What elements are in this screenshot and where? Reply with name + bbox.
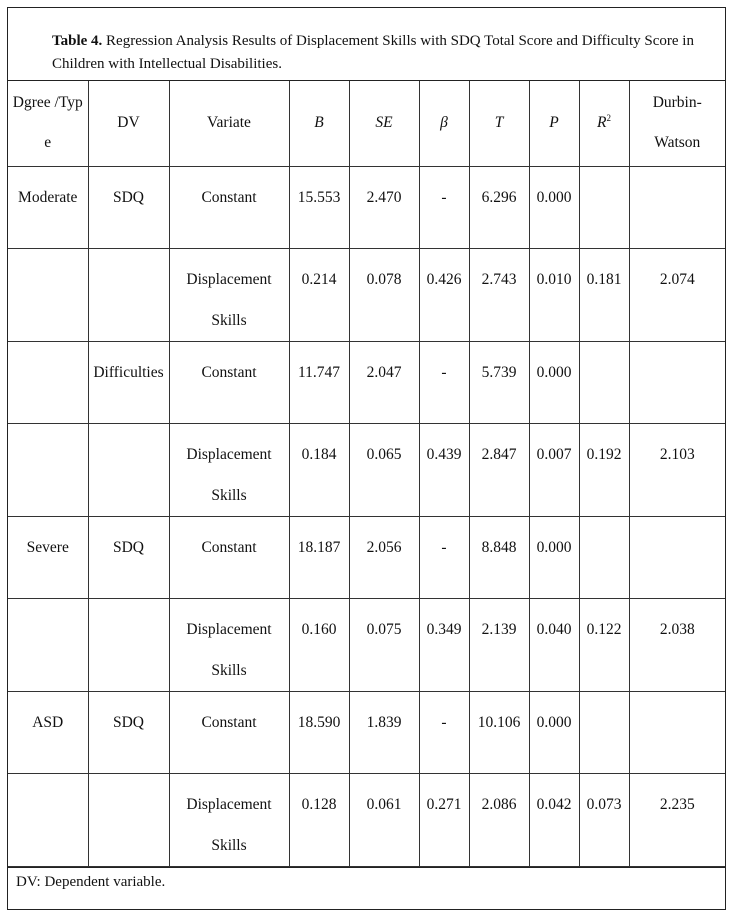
cell-se: 2.056	[349, 516, 419, 598]
cell-p: 0.010	[529, 248, 579, 341]
header-beta: β	[419, 81, 469, 166]
cell-r2	[579, 166, 629, 248]
cell-dv	[88, 423, 169, 516]
cell-dv: SDQ	[88, 516, 169, 598]
cell-beta: -	[419, 691, 469, 773]
cell-p: 0.040	[529, 598, 579, 691]
cell-variate: Constant	[169, 516, 289, 598]
cell-degree: Severe	[8, 516, 88, 598]
header-p: P	[529, 81, 579, 166]
table-row	[8, 248, 725, 341]
header-dv: DV	[88, 81, 169, 166]
cell-beta: 0.349	[419, 598, 469, 691]
cell-t: 8.848	[469, 516, 529, 598]
table-row	[8, 598, 725, 691]
cell-r2	[579, 341, 629, 423]
cell-dv: Difficulties	[88, 341, 169, 423]
cell-degree	[8, 598, 88, 691]
header-durbin-watson: Durbin-Watson	[629, 81, 725, 166]
cell-durbin-watson: 2.103	[629, 423, 725, 516]
cell-t: 2.743	[469, 248, 529, 341]
cell-t: 5.739	[469, 341, 529, 423]
cell-se: 0.075	[349, 598, 419, 691]
cell-t: 6.296	[469, 166, 529, 248]
cell-r2: 0.122	[579, 598, 629, 691]
cell-beta: 0.271	[419, 773, 469, 866]
cell-durbin-watson	[629, 341, 725, 423]
cell-p: 0.000	[529, 691, 579, 773]
cell-se: 1.839	[349, 691, 419, 773]
cell-b: 15.553	[289, 166, 349, 248]
cell-beta: -	[419, 516, 469, 598]
header-degree: Dgree /Type	[8, 81, 88, 166]
header-t: T	[469, 81, 529, 166]
cell-t: 2.847	[469, 423, 529, 516]
table-frame	[7, 7, 726, 910]
cell-t: 2.086	[469, 773, 529, 866]
regression-table	[8, 81, 725, 867]
cell-se: 0.061	[349, 773, 419, 866]
header-row	[8, 81, 725, 166]
cell-p: 0.000	[529, 166, 579, 248]
cell-t: 10.106	[469, 691, 529, 773]
cell-r2	[579, 516, 629, 598]
cell-variate: Displacement Skills	[169, 773, 289, 866]
cell-durbin-watson	[629, 166, 725, 248]
cell-durbin-watson: 2.235	[629, 773, 725, 866]
cell-degree	[8, 423, 88, 516]
cell-degree: ASD	[8, 691, 88, 773]
cell-variate: Displacement Skills	[169, 423, 289, 516]
r2-superscript: 2	[606, 113, 611, 124]
cell-b: 0.128	[289, 773, 349, 866]
cell-degree: Moderate	[8, 166, 88, 248]
cell-degree	[8, 773, 88, 866]
cell-degree	[8, 248, 88, 341]
header-variate: Variate	[169, 81, 289, 166]
cell-beta: -	[419, 166, 469, 248]
cell-se: 2.047	[349, 341, 419, 423]
cell-degree	[8, 341, 88, 423]
cell-p: 0.042	[529, 773, 579, 866]
cell-r2: 0.073	[579, 773, 629, 866]
caption-text: Regression Analysis Results of Displacement Skills with SDQ Total Score and Difficulty Score in Children with Intellectual Disabilities.	[52, 33, 694, 72]
cell-se: 0.078	[349, 248, 419, 341]
cell-durbin-watson: 2.074	[629, 248, 725, 341]
cell-dv: SDQ	[88, 691, 169, 773]
table-row	[8, 773, 725, 866]
cell-t: 2.139	[469, 598, 529, 691]
cell-dv	[88, 598, 169, 691]
cell-r2: 0.181	[579, 248, 629, 341]
cell-b: 0.214	[289, 248, 349, 341]
cell-variate: Constant	[169, 691, 289, 773]
cell-b: 0.160	[289, 598, 349, 691]
table-row	[8, 691, 725, 773]
header-b: B	[289, 81, 349, 166]
r2-base: R	[597, 114, 607, 132]
header-r2	[579, 81, 629, 166]
table-row	[8, 166, 725, 248]
table-row	[8, 341, 725, 423]
cell-p: 0.007	[529, 423, 579, 516]
cell-se: 2.470	[349, 166, 419, 248]
cell-durbin-watson	[629, 691, 725, 773]
table-row	[8, 423, 725, 516]
cell-r2: 0.192	[579, 423, 629, 516]
cell-beta: 0.426	[419, 248, 469, 341]
cell-b: 0.184	[289, 423, 349, 516]
cell-b: 11.747	[289, 341, 349, 423]
caption-label: Table 4.	[52, 33, 103, 49]
table-row	[8, 516, 725, 598]
header-se: SE	[349, 81, 419, 166]
cell-p: 0.000	[529, 516, 579, 598]
cell-beta: 0.439	[419, 423, 469, 516]
cell-b: 18.187	[289, 516, 349, 598]
cell-r2	[579, 691, 629, 773]
cell-variate: Constant	[169, 166, 289, 248]
cell-dv: SDQ	[88, 166, 169, 248]
cell-variate: Displacement Skills	[169, 248, 289, 341]
cell-dv	[88, 248, 169, 341]
cell-variate: Constant	[169, 341, 289, 423]
cell-p: 0.000	[529, 341, 579, 423]
table-caption	[8, 8, 725, 81]
cell-dv	[88, 773, 169, 866]
table-footnote: DV: Dependent variable.	[8, 867, 725, 909]
cell-beta: -	[419, 341, 469, 423]
cell-durbin-watson	[629, 516, 725, 598]
cell-variate: Displacement Skills	[169, 598, 289, 691]
cell-se: 0.065	[349, 423, 419, 516]
cell-b: 18.590	[289, 691, 349, 773]
cell-durbin-watson: 2.038	[629, 598, 725, 691]
